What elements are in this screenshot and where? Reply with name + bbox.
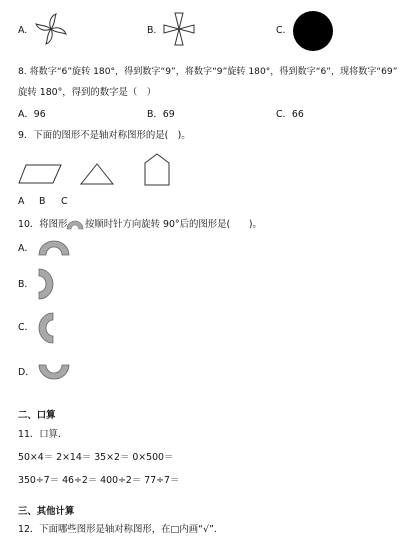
pentagon-house-shape	[144, 153, 170, 186]
q10-stem-suffix: 按顺时针方向旋转 90°后的图形是( )。	[85, 219, 262, 230]
q8-option-c: C．66	[276, 109, 304, 120]
q8-stem-line2: 旋转 180°，得到的数字是（ ）	[18, 87, 157, 98]
q10-option-d-label: D．	[18, 367, 35, 378]
q7-option-c-label: C.	[276, 25, 286, 36]
q8-stem-line1: 8. 将数字“6”旋转 180°，得到数字“9”，将数字“9”旋转 180°，得到数字“6”，现将数字“69”	[18, 67, 398, 77]
q8-option-a: A．96	[18, 109, 46, 120]
q10-option-a-label: A．	[18, 243, 34, 254]
q10-stem-prefix: 10．将图形	[18, 219, 68, 230]
q11-row1: 50×4＝ 2×14＝ 35×2＝ 0×500＝	[18, 452, 174, 463]
q8-option-b: B．69	[147, 109, 175, 120]
pinwheel-icon	[34, 12, 68, 46]
q9-label-a: A	[18, 196, 25, 207]
arch-right-shape	[38, 268, 54, 300]
q12-stem: 12．下面哪些图形是轴对称图形，在□内画“√”.	[18, 524, 217, 535]
section2-heading: 二、口算	[18, 410, 56, 421]
parallelogram-shape	[18, 164, 62, 184]
q9-stem: 9．下面的图形不是轴对称图形的是( )。	[18, 130, 191, 141]
q7-option-a-label: A.	[18, 25, 28, 36]
q9-label-c: C	[61, 196, 68, 207]
q11-row2: 350÷7＝ 46÷2＝ 400÷2＝ 77÷7＝	[18, 475, 180, 486]
cross-propeller-icon	[163, 12, 195, 46]
triangle-shape	[80, 163, 114, 185]
q7-option-b-label: B.	[147, 25, 157, 36]
filled-circle-icon	[292, 10, 334, 52]
q9-label-b: B	[39, 196, 46, 207]
arch-down-shape	[38, 364, 70, 380]
q10-option-b-label: B．	[18, 279, 34, 290]
arch-top-shape	[66, 220, 84, 230]
q11-stem: 11．口算．	[18, 429, 68, 440]
arch-up-shape	[38, 240, 70, 256]
q10-option-c-label: C．	[18, 322, 34, 333]
section3-heading: 三、其他计算	[18, 506, 75, 517]
arch-left-shape	[38, 312, 54, 344]
